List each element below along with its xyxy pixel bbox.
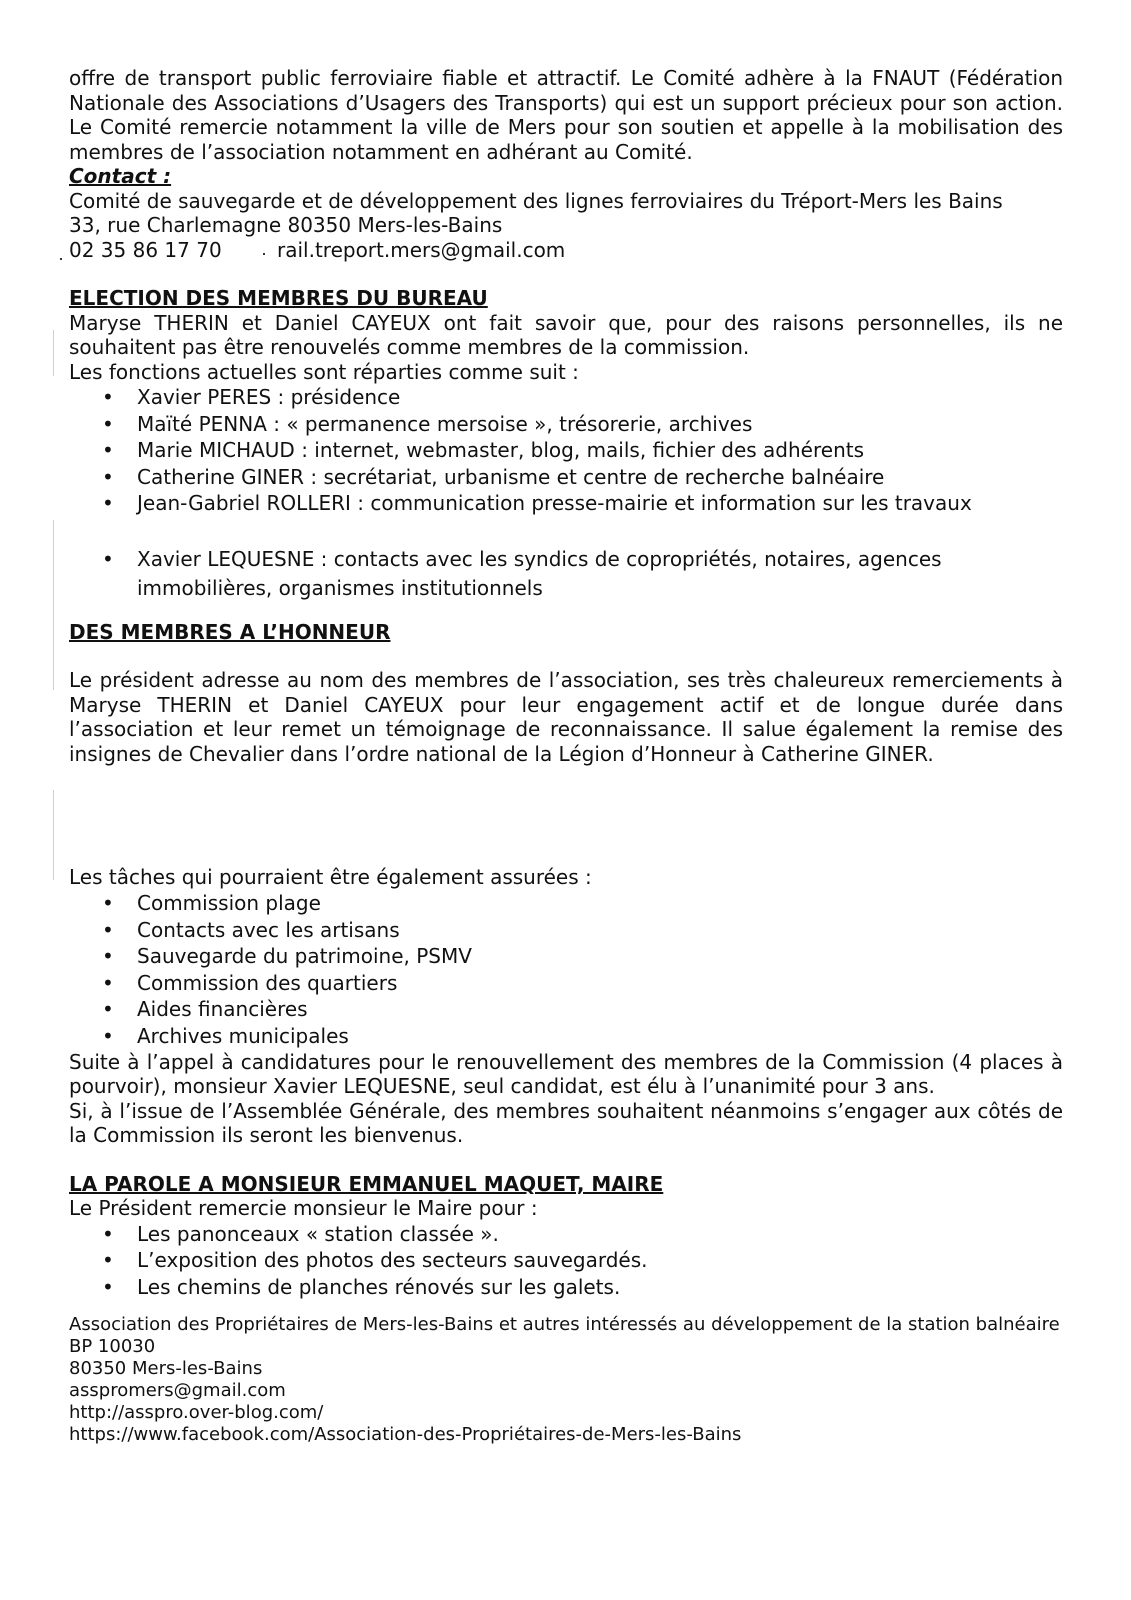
intro-paragraph: offre de transport public ferroviaire fiable et attractif. Le Comité adhère à la FNAUT (Fédération Nationale des Associations d’Usagers des Transports) qui est un support précieux pour son action. Le Comité remercie notamment la ville de Mers pour son soutien et appelle à la mobilisation des membres de l’association notamment en adhérant au Comité. — [69, 66, 1063, 164]
taches-section — [69, 865, 1063, 1147]
list-item: • Les panonceaux « station classée ». — [69, 1221, 1063, 1248]
contact-phone: 02 35 86 17 70 — [69, 237, 222, 262]
margin-mark — [53, 330, 54, 376]
contact-email: rail.treport.mers@gmail.com — [277, 237, 566, 262]
taches-intro: Les tâches qui pourraient être également assurées : — [69, 865, 592, 890]
margin-mark — [53, 520, 54, 690]
list-item: • Archives municipales — [69, 1023, 1063, 1050]
list-item: • Commission plage — [69, 890, 1063, 917]
taches-paragraph-election: Suite à l’appel à candidatures pour le renouvellement des membres de la Commission (4 places à pourvoir), monsieur Xavier LEQUESNE, seul candidat, est élu à l’unanimité pour 3 ans. — [69, 1049, 1063, 1099]
dot-mark — [60, 258, 62, 260]
list-item: • L’exposition des photos des secteurs sauvegardés. — [69, 1247, 1063, 1274]
list-item: • Maïté PENNA : « permanence mersoise », trésorerie, archives — [69, 411, 1063, 438]
honneur-heading: DES MEMBRES A L’HONNEUR — [69, 619, 391, 644]
list-item: • Xavier PERES : présidence — [69, 384, 1063, 411]
honneur-paragraph: Le président adresse au nom des membres de l’association, ses très chaleureux remerciements à Maryse THERIN et Daniel CAYEUX pour leur engagement actif et de longue durée dans l’association et leur remet un témoignage de reconnaissance. Il salue également la remise des insignes de Chevalier dans l’ordre national de la Légion d’Honneur à Catherine GINER. — [69, 668, 1063, 766]
footer-association: Association des Propriétaires de Mers-les-Bains et autres intéressés au développement de la station balnéaire — [69, 1314, 1060, 1336]
document-page — [69, 66, 1063, 1446]
maire-section — [69, 1172, 1063, 1301]
footer-email[interactable]: asspromers@gmail.com — [69, 1380, 286, 1402]
election-heading: ELECTION DES MEMBRES DU BUREAU — [69, 286, 488, 310]
contact-address: 33, rue Charlemagne 80350 Mers-les-Bains — [69, 213, 503, 237]
margin-mark — [53, 790, 54, 880]
taches-list — [69, 890, 1063, 1050]
list-item: • Commission des quartiers — [69, 970, 1063, 997]
contact-org: Comité de sauvegarde et de développement des lignes ferroviaires du Tréport-Mers les Bains — [69, 188, 1003, 213]
maire-heading: LA PAROLE A MONSIEUR EMMANUEL MAQUET, MAIRE — [69, 1171, 664, 1196]
list-item: • Xavier LEQUESNE : contacts avec les syndics de copropriétés, notaires, agences immobilières, organismes institutionnels — [69, 545, 1063, 603]
maire-intro: Le Président remercie monsieur le Maire pour : — [69, 1196, 538, 1221]
functions-list — [69, 384, 1063, 603]
contact-phone-line — [69, 238, 1063, 263]
list-item: • Sauvegarde du patrimoine, PSMV — [69, 943, 1063, 970]
list-item: • Jean-Gabriel ROLLERI : communication presse-mairie et information sur les travaux — [69, 490, 1063, 517]
list-item: • Marie MICHAUD : internet, webmaster, blog, mails, fichier des adhérents — [69, 437, 1063, 464]
footer-bp: BP 10030 — [69, 1336, 156, 1358]
maire-list — [69, 1221, 1063, 1301]
list-item: • Les chemins de planches rénovés sur les galets. — [69, 1274, 1063, 1301]
list-item: • Contacts avec les artisans — [69, 917, 1063, 944]
election-section — [69, 286, 1063, 603]
page-footer — [69, 1314, 1063, 1446]
contact-heading: Contact : — [69, 164, 172, 188]
functions-intro: Les fonctions actuelles sont réparties comme suit : — [69, 359, 579, 384]
election-paragraph: Maryse THERIN et Daniel CAYEUX ont fait savoir que, pour des raisons personnelles, ils ne souhaitent pas être renouvelés comme membres de la commission. — [69, 310, 1063, 359]
footer-city: 80350 Mers-les-Bains — [69, 1358, 263, 1380]
list-item: • Catherine GINER : secrétariat, urbanisme et centre de recherche balnéaire — [69, 464, 1063, 491]
list-item: • Aides financières — [69, 996, 1063, 1023]
footer-facebook-link[interactable]: https://www.facebook.com/Association-des-Propriétaires-de-Mers-les-Bains — [69, 1424, 742, 1446]
taches-paragraph-volunteers: Si, à l’issue de l’Assemblée Générale, des membres souhaitent néanmoins s’engager aux côtés de la Commission ils seront les bienvenus. — [69, 1098, 1063, 1148]
footer-blog-link[interactable]: http://asspro.over-blog.com/ — [69, 1402, 324, 1424]
honneur-section — [69, 620, 1063, 767]
contact-section — [69, 164, 1063, 262]
